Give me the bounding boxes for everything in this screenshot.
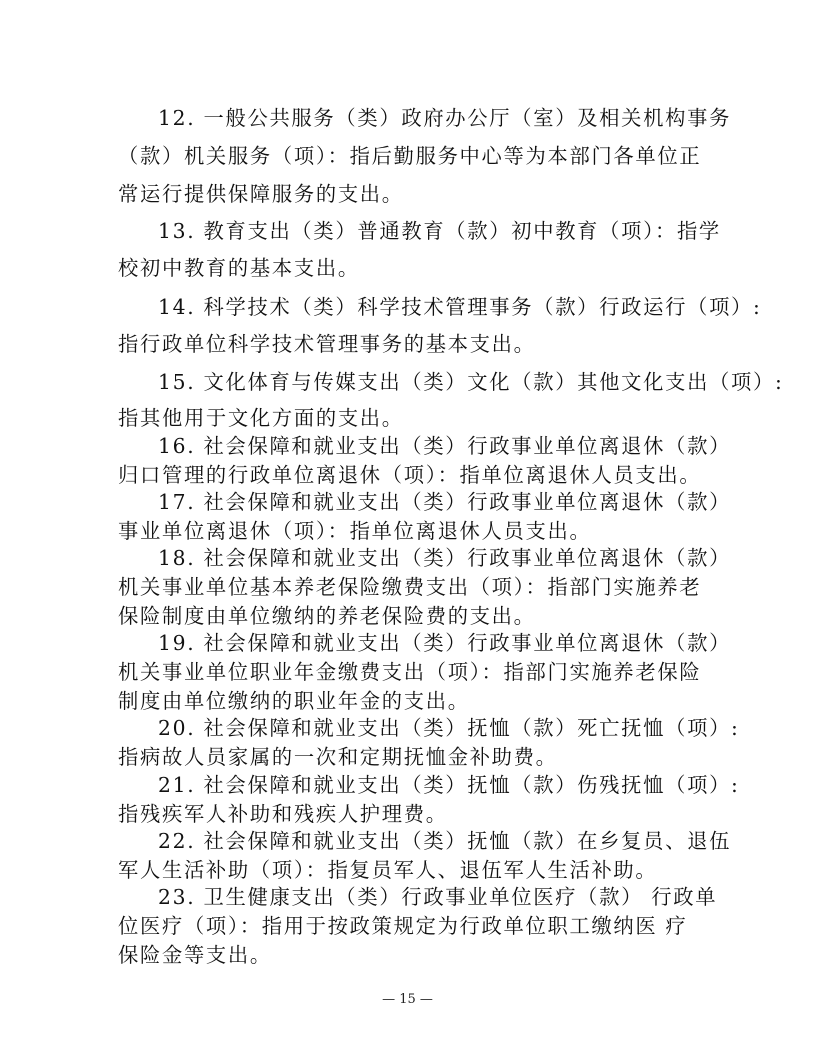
item-13-line-1: 13. 教育支出（类）普通教育（款）初中教育（项）：指学: [158, 219, 721, 243]
item-17-line-2: 事业单位离退休（项）：指单位离退休人员支出。: [118, 519, 592, 543]
item-23-line-3: 保险金等支出。: [118, 943, 272, 967]
item-14-line-1: 14. 科学技术（类）科学技术管理事务（款）行政运行（项）:: [158, 295, 762, 319]
item-23-line-2: 位医疗（项）：指用于按政策规定为行政单位职工缴纳医 疗: [118, 914, 688, 938]
item-12-line-3: 常运行提供保障服务的支出。: [118, 182, 404, 206]
item-21-line-2: 指残疾军人补助和残疾人护理费。: [118, 802, 448, 826]
item-12-line-1: 12. 一般公共服务（类）政府办公厅（室）及相关机构事务: [158, 106, 732, 130]
item-18-line-3: 保险制度由单位缴纳的养老保险费的支出。: [118, 604, 536, 628]
item-16-line-2: 归口管理的行政单位离退休（项）：指单位离退休人员支出。: [118, 463, 702, 487]
item-15-line-2: 指其他用于文化方面的支出。: [118, 406, 404, 430]
item-19-line-1: 19. 社会保障和就业支出（类）行政事业单位离退休（款）: [158, 631, 732, 655]
item-20-line-2: 指病故人员家属的一次和定期抚恤金补助费。: [118, 745, 558, 769]
item-19-line-3: 制度由单位缴纳的职业年金的支出。: [118, 689, 470, 713]
item-16-line-1: 16. 社会保障和就业支出（类）行政事业单位离退休（款）: [158, 434, 732, 458]
page-number: — 15 —: [382, 992, 433, 1007]
item-21-line-1: 21. 社会保障和就业支出（类）抚恤（款）伤残抚恤（项）:: [158, 773, 740, 797]
item-17-line-1: 17. 社会保障和就业支出（类）行政事业单位离退休（款）: [158, 490, 732, 514]
item-14-line-2: 指行政单位科学技术管理事务的基本支出。: [118, 332, 536, 356]
item-13-line-2: 校初中教育的基本支出。: [118, 256, 360, 280]
item-20-line-1: 20. 社会保障和就业支出（类）抚恤（款）死亡抚恤（项）:: [158, 716, 740, 740]
item-19-line-2: 机关事业单位职业年金缴费支出（项）：指部门实施养老保险: [118, 660, 702, 684]
item-23-line-1: 23. 卫生健康支出（类）行政事业单位医疗（款） 行政单: [158, 885, 718, 909]
item-18-line-1: 18. 社会保障和就业支出（类）行政事业单位离退休（款）: [158, 546, 732, 570]
item-18-line-2: 机关事业单位基本养老保险缴费支出（项）：指部门实施养老: [118, 575, 702, 599]
item-22-line-1: 22. 社会保障和就业支出（类）抚恤（款）在乡复员、退伍: [158, 829, 732, 853]
item-22-line-2: 军人生活补助（项）：指复员军人、退伍军人生活补助。: [118, 858, 658, 882]
item-12-line-2: （款）机关服务（项）：指后勤服务中心等为本部门各单位正: [118, 144, 702, 168]
item-15-line-1: 15. 文化体育与传媒支出（类）文化（款）其他文化支出（项）:: [158, 370, 784, 394]
